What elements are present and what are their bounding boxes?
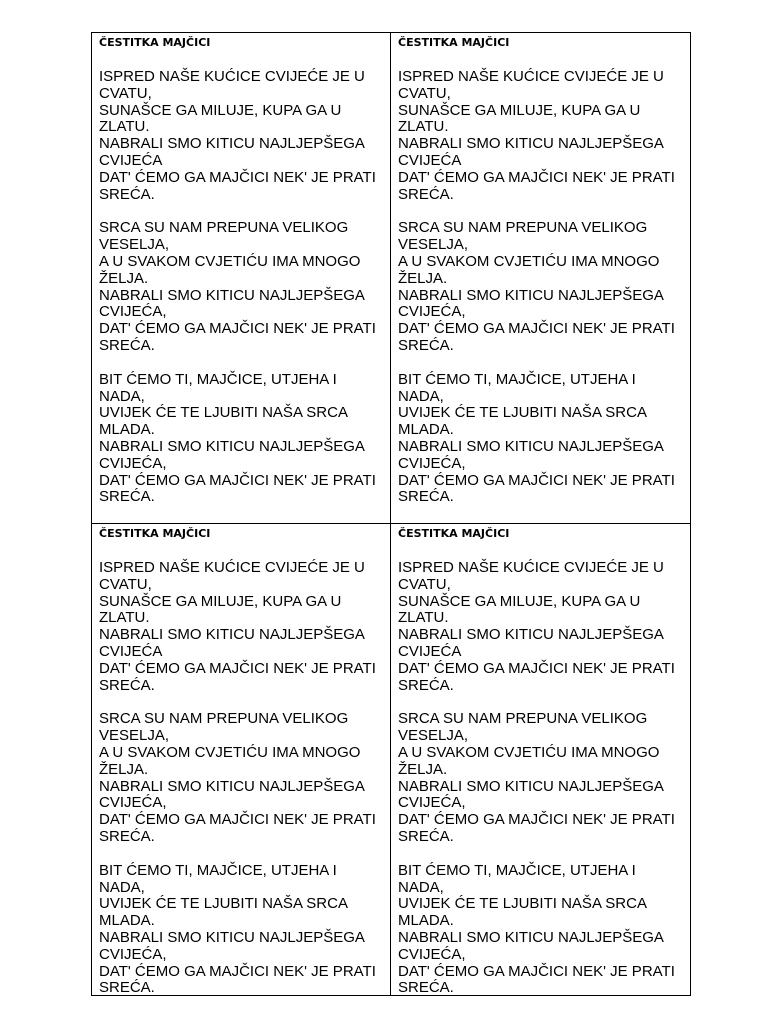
stanza (99, 372, 384, 506)
poem-line: DAT' ĆEMO GA MAJČICI NEK' JE PRATI SREĆA. (99, 811, 376, 845)
poem-line: A U SVAKOM CVJETIĆU IMA MNOGO ŽELJA. (398, 743, 660, 778)
poem-line: NABRALI SMO KITICU NAJLJEPŠEGA CVIJEĆA (99, 135, 365, 169)
poem-line: DAT' ĆEMO GA MAJČICI NEK' JE PRATI SREĆA. (398, 659, 675, 694)
stanza (398, 711, 684, 845)
greeting-card (92, 524, 391, 995)
stanza (398, 863, 684, 995)
poem-line: DAT' ĆEMO GA MAJČICI NEK' JE PRATI SREĆA. (398, 320, 675, 354)
poem-line: BIT ĆEMO TI, MAJČICE, UTJEHA I NADA, (398, 370, 636, 405)
stanza (99, 863, 384, 995)
stanza (398, 560, 684, 694)
poem-line: DAT' ĆEMO GA MAJČICI NEK' JE PRATI SREĆA. (99, 320, 376, 354)
poem-line: DAT' ĆEMO GA MAJČICI NEK' JE PRATI SREĆA. (99, 962, 376, 995)
poem-line: SUNAŠCE GA MILUJE, KUPA GA U ZLATU. (99, 101, 342, 136)
card-title: ČESTITKA MAJČICI (99, 527, 211, 540)
poem-line: SRCA SU NAM PREPUNA VELIKOG VESELJA, (398, 219, 648, 254)
poem-line: DAT' ĆEMO GA MAJČICI NEK' JE PRATI SREĆA. (398, 168, 675, 203)
stanza (99, 711, 384, 845)
poem-line: SRCA SU NAM PREPUNA VELIKOG VESELJA, (99, 219, 349, 254)
poem-line: UVIJEK ĆE TE LJUBITI NAŠA SRCA MLADA. (99, 895, 348, 930)
poem-line: DAT' ĆEMO GA MAJČICI NEK' JE PRATI SREĆA. (99, 659, 376, 694)
stanza (398, 372, 684, 506)
poem-line: BIT ĆEMO TI, MAJČICE, UTJEHA I NADA, (99, 861, 337, 896)
poem-line: NABRALI SMO KITICU NAJLJEPŠEGA CVIJEĆA, (99, 286, 365, 321)
poem-line: DAT' ĆEMO GA MAJČICI NEK' JE PRATI SREĆA. (99, 168, 376, 203)
poem-line: SUNAŠCE GA MILUJE, KUPA GA U ZLATU. (398, 101, 641, 136)
poem-line: DAT' ĆEMO GA MAJČICI NEK' JE PRATI SREĆA. (398, 811, 675, 845)
card-title: ČESTITKA MAJČICI (99, 36, 211, 49)
greeting-card (391, 524, 690, 995)
greeting-card-table (91, 32, 691, 996)
stanza (398, 69, 684, 203)
poem-line: SUNAŠCE GA MILUJE, KUPA GA U ZLATU. (398, 592, 641, 627)
poem-line: A U SVAKOM CVJETIĆU IMA MNOGO ŽELJA. (99, 743, 361, 778)
stanza (99, 220, 384, 354)
poem-line: UVIJEK ĆE TE LJUBITI NAŠA SRCA MLADA. (99, 404, 348, 439)
poem-line: DAT' ĆEMO GA MAJČICI NEK' JE PRATI SREĆA. (398, 471, 675, 506)
poem-line: A U SVAKOM CVJETIĆU IMA MNOGO ŽELJA. (398, 252, 660, 287)
poem-line: NABRALI SMO KITICU NAJLJEPŠEGA CVIJEĆA, (99, 928, 365, 963)
poem-line: ISPRED NAŠE KUĆICE CVIJEĆE JE U CVATU, (398, 68, 664, 102)
poem-line: NABRALI SMO KITICU NAJLJEPŠEGA CVIJEĆA, (398, 286, 664, 321)
poem-line: DAT' ĆEMO GA MAJČICI NEK' JE PRATI SREĆA. (99, 471, 376, 506)
stanza (398, 220, 684, 354)
stanza (99, 69, 384, 203)
greeting-card (391, 33, 690, 524)
poem-line: BIT ĆEMO TI, MAJČICE, UTJEHA I NADA, (99, 370, 337, 405)
card-title: ČESTITKA MAJČICI (398, 527, 510, 540)
poem-line: UVIJEK ĆE TE LJUBITI NAŠA SRCA MLADA. (398, 895, 647, 930)
greeting-card (92, 33, 391, 524)
poem-line: NABRALI SMO KITICU NAJLJEPŠEGA CVIJEĆA (99, 626, 365, 660)
poem-line: BIT ĆEMO TI, MAJČICE, UTJEHA I NADA, (398, 861, 636, 896)
poem-line: NABRALI SMO KITICU NAJLJEPŠEGA CVIJEĆA (398, 626, 664, 660)
poem-line: A U SVAKOM CVJETIĆU IMA MNOGO ŽELJA. (99, 252, 361, 287)
poem-line: NABRALI SMO KITICU NAJLJEPŠEGA CVIJEĆA, (398, 437, 664, 472)
poem-line: SRCA SU NAM PREPUNA VELIKOG VESELJA, (398, 710, 648, 745)
poem-line: ISPRED NAŠE KUĆICE CVIJEĆE JE U CVATU, (99, 68, 365, 102)
poem-line: NABRALI SMO KITICU NAJLJEPŠEGA CVIJEĆA, (99, 437, 365, 472)
card-title: ČESTITKA MAJČICI (398, 36, 510, 49)
poem-line: UVIJEK ĆE TE LJUBITI NAŠA SRCA MLADA. (398, 404, 647, 439)
poem-line: SRCA SU NAM PREPUNA VELIKOG VESELJA, (99, 710, 349, 745)
poem-line: SUNAŠCE GA MILUJE, KUPA GA U ZLATU. (99, 592, 342, 627)
poem-line: NABRALI SMO KITICU NAJLJEPŠEGA CVIJEĆA, (398, 928, 664, 963)
poem-line: NABRALI SMO KITICU NAJLJEPŠEGA CVIJEĆA (398, 135, 664, 169)
poem-line: NABRALI SMO KITICU NAJLJEPŠEGA CVIJEĆA, (398, 777, 664, 812)
poem-line: DAT' ĆEMO GA MAJČICI NEK' JE PRATI SREĆA. (398, 962, 675, 995)
poem-line: ISPRED NAŠE KUĆICE CVIJEĆE JE U CVATU, (99, 559, 365, 593)
stanza (99, 560, 384, 694)
poem-line: NABRALI SMO KITICU NAJLJEPŠEGA CVIJEĆA, (99, 777, 365, 812)
poem-line: ISPRED NAŠE KUĆICE CVIJEĆE JE U CVATU, (398, 559, 664, 593)
